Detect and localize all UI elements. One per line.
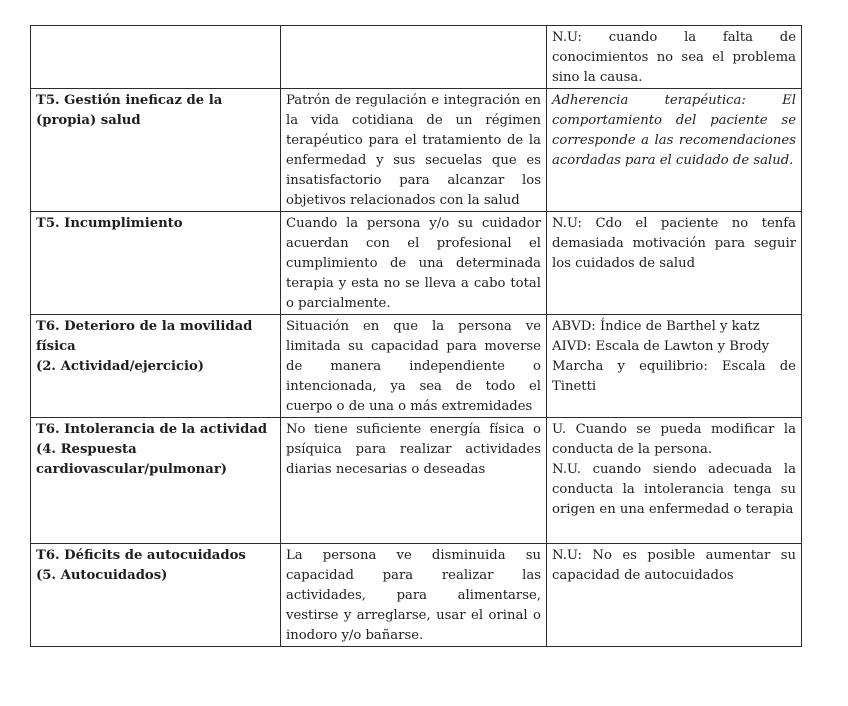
usage-note-cell: N.U: cuando la falta de conocimientos no sea el problema sino la causa. <box>547 26 802 89</box>
table-row <box>31 212 802 315</box>
diagnosis-label-cell: T5. Gestión ineficaz de la (propia) salud <box>31 89 281 212</box>
definition-cell: Situación en que la persona ve limitada su capacidad para moverse de manera independiente o intencionada, ya sea de todo el cuerpo o de una o más extremidades <box>281 315 547 418</box>
definition-cell <box>281 26 547 89</box>
definition-cell: La persona ve disminuida su capacidad para realizar las actividades, para alimentarse, vestirse y arreglarse, usar el orinal o inodoro y/o bañarse. <box>281 544 547 647</box>
definition-cell: Patrón de regulación e integración en la vida cotidiana de un régimen terapéutico para el tratamiento de la enfermedad y sus secuelas que es insatisfactorio para alcanzar los objetivos relacionados con la salud <box>281 89 547 212</box>
diagnosis-table <box>30 25 802 647</box>
usage-note-cell: Adherencia terapéutica: El comportamiento del paciente se corresponde a las recomendaciones acordadas para el cuidado de salud. <box>547 89 802 212</box>
usage-note-cell: ABVD: Índice de Barthel y katz AIVD: Escala de Lawton y Brody Marcha y equilibrio: Escala de Tinetti <box>547 315 802 418</box>
table-row <box>31 418 802 544</box>
table-row <box>31 89 802 212</box>
table-row <box>31 26 802 89</box>
diagnosis-label-cell <box>31 26 281 89</box>
definition-cell: Cuando la persona y/o su cuidador acuerdan con el profesional el cumplimiento de una determinada terapia y esta no se lleva a cabo total o parcialmente. <box>281 212 547 315</box>
diagnosis-label-cell: T6. Intolerancia de la actividad (4. Respuesta cardiovascular/pulmonar) <box>31 418 281 544</box>
usage-note-cell: N.U: Cdo el paciente no tenfa demasiada motivación para seguir los cuidados de salud <box>547 212 802 315</box>
table-row <box>31 544 802 647</box>
usage-note-cell: U. Cuando se pueda modificar la conducta de la persona. N.U. cuando siendo adecuada la conducta la intolerancia tenga su origen en una enfermedad o terapia <box>547 418 802 544</box>
diagnosis-label-cell: T5. Incumplimiento <box>31 212 281 315</box>
usage-note-cell: N.U: No es posible aumentar su capacidad de autocuidados <box>547 544 802 647</box>
diagnosis-label-cell: T6. Déficits de autocuidados (5. Autocuidados) <box>31 544 281 647</box>
definition-cell: No tiene suficiente energía física o psíquica para realizar actividades diarias necesarias o deseadas <box>281 418 547 544</box>
diagnosis-label-cell: T6. Deterioro de la movilidad física (2. Actividad/ejercicio) <box>31 315 281 418</box>
table-row <box>31 315 802 418</box>
